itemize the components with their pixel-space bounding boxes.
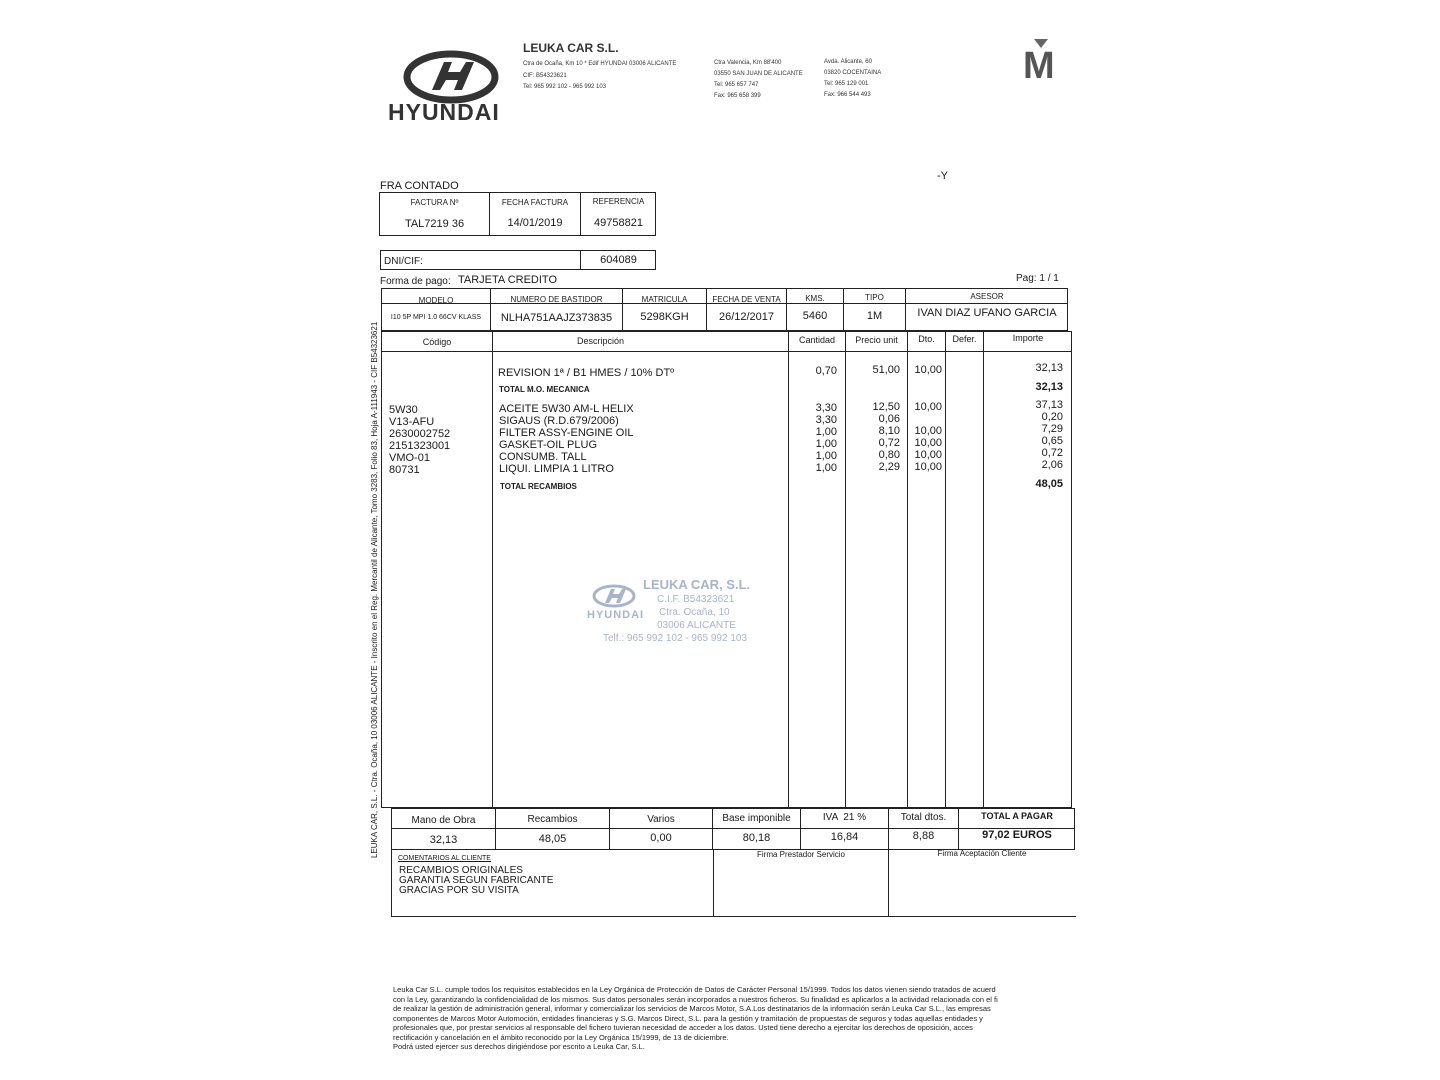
labor-desc: REVISION 1ª / B1 HMES / 10% DTº [498,367,675,379]
doc-type: FRA CONTADO [380,180,459,192]
total-label-dtos: Total dtos. [900,812,947,823]
signature-client: Firma Aceptación Cliente [937,849,1027,858]
part-qty: 3,30 [815,402,837,414]
legal-line: profesionales que, por prestar servicios al responsable del fichero tuvieran necesidad de acceder a los datos. Usted tiene derecho a ejercitar los derechos de oposición, acces [393,1023,973,1032]
legal-line: rectificación y cancelación en el ámbito reconocido por la Ley Orgánica 15/1999, de 13 de diciembre. [393,1032,729,1042]
part-desc: SIGAUS (R.D.679/2006) [499,415,619,427]
part-price: 8,10 [878,425,900,437]
divider [888,850,889,917]
page-number: Pag: 1 / 1 [1016,273,1059,284]
parts-total-label: TOTAL RECAMBIOS [500,482,577,491]
hyundai-wordmark: HYUNDAI [388,99,500,125]
part-code: 5W30 [389,404,418,416]
comment-line: RECAMBIOS ORIGINALES [399,865,523,876]
legal-line: con la Ley, garantizando la confidencialidad de los mismos. Sus datos personales serán incorporados a nuestros ficheros. Su finalidad es aplicarlos a la actividad relacionada con el fi [393,994,998,1004]
part-price: 2,29 [878,461,900,473]
reference-label: REFERENCIA [592,197,645,206]
part-desc: LIQUI. LIMPIA 1 LITRO [499,463,614,475]
stamp-emblem-icon [590,583,638,609]
labor-amount: 32,13 [1035,362,1063,374]
col-defer: Defer. [952,334,977,344]
branch-line: 03820 COCENTAINA [824,70,882,76]
stamp-brand: HYUNDAI [587,609,645,621]
col-importe: Importe [1012,333,1044,343]
vehicle-label-fecha: FECHA DE VENTA [712,295,781,304]
total-recambios: 48,05 [538,833,567,845]
total-dtos: 8,88 [912,830,935,842]
total-label-iva: IVA 21 % [822,812,867,823]
stamp-tel: Telf.: 965 992 102 - 965 992 103 [603,633,748,644]
company-address: Ctra de Ocaña, Km 10 * Edif HYUNDAI 03006 ALICANTE [523,61,677,67]
total-mano-obra: 32,13 [429,834,458,846]
payment-method: TARJETA CREDITO [458,274,558,286]
branch-line: 03550 SAN JUAN DE ALICANTE [714,71,803,77]
total-base: 80,18 [742,832,771,844]
total-varios: 0,00 [650,832,672,844]
branch-line: Ctra Valencia, Km 88'400 [714,60,782,66]
legal-notice [393,985,1079,1052]
labor-price: 51,00 [872,364,900,376]
invoice-date-label: FECHA FACTURA [501,198,569,207]
labor-total-value: 32,13 [1035,381,1063,393]
invoice-date: 14/01/2019 [507,217,563,229]
total-to-pay: 97,02 EUROS [982,829,1052,841]
page-mark: -Y [937,170,948,182]
company-cif: CIF: B54323621 [523,73,567,79]
part-price: 0,06 [878,413,900,425]
legal-line: Leuka Car S.L. cumple todos los requisitos establecidos en la Ley Orgánica de Protección de Datos de Carácter Personal 15/1999. Todos los datos vienen siendo tratados de acuerd [393,985,996,994]
part-qty: 1,00 [815,450,837,462]
col-dto: Dto. [918,334,935,344]
stamp-cif: C.I.F. B54323621 [657,594,735,605]
branch-line: Fax: 965 658 399 [714,93,761,99]
branch-cocentaina [824,57,881,101]
branch-line: Avda. Alicante, 60 [824,59,872,65]
vehicle-label-kms: KMS. [805,294,825,303]
part-dto: 10,00 [914,461,942,473]
marcos-logo [1022,38,1062,88]
divider [713,850,714,917]
vehicle-plate: 5298KGH [640,311,689,323]
registry-note: LEUKA CAR, S.L. - Ctra. Ocaña, 10 03006 ALICANTE - Inscrito en el Reg. Mercantil de Alicante, Tomo 3283, Folio 83, Hoja A-111943 - CIF B54323621 [370,321,379,858]
dni-label: DNI/CIF: [384,256,423,267]
invoice-number-label: FACTURA Nº [410,198,459,207]
part-amount: 2,06 [1041,459,1063,471]
divider [945,331,946,808]
part-dto: 10,00 [914,401,942,413]
branch-san-juan [714,58,803,102]
part-qty: 3,30 [815,414,837,426]
stamp-city: 03006 ALICANTE [657,620,736,631]
comments-label: COMENTARIOS AL CLIENTE [398,855,491,862]
vehicle-kms: 5460 [802,310,828,322]
part-price: 0,80 [878,449,900,461]
col-cantidad: Cantidad [798,335,836,345]
part-code: 80731 [389,464,420,476]
part-amount: 37,13 [1035,399,1063,411]
company-phone: Tel: 965 992 102 - 965 992 103 [523,84,607,90]
part-dto: 10,00 [914,437,942,449]
divider [492,331,493,808]
hyundai-logo [386,50,521,125]
comments [399,866,553,896]
legal-line: Podrá usted ejercer sus derechos dirigiéndose por escrito a Leuka Car, S.L. [393,1042,645,1051]
total-label-base: Base imponible [722,813,791,824]
part-price: 0,72 [878,437,900,449]
marcos-letter: M [1023,45,1055,87]
labor-qty: 0,70 [815,365,837,377]
part-code: VMO-01 [389,452,430,464]
col-precio: Precio unit [855,335,898,345]
part-qty: 1,00 [815,438,837,450]
invoice-number: TAL7219 36 [404,218,465,230]
vehicle-label-modelo: MODELO [418,296,454,305]
part-price: 12,50 [872,401,900,413]
vehicle-label-matricula: MATRICULA [641,295,688,304]
part-amount: 0,72 [1041,447,1063,459]
vehicle-type: 1M [866,310,883,322]
vehicle-model: I10 5P MPI 1.0 66CV KLASS [390,314,482,321]
comment-line: GRACIAS POR SU VISITA [399,885,519,896]
parts-total-value: 48,05 [1035,478,1063,490]
total-label-mano-obra: Mano de Obra [411,815,476,826]
part-desc: FILTER ASSY-ENGINE OIL [499,427,634,439]
total-iva: 16,84 [830,831,859,843]
part-qty: 1,00 [815,462,837,474]
part-amount: 0,20 [1041,411,1063,423]
part-dto: 10,00 [914,425,942,437]
part-code: V13-AFU [389,416,435,428]
company-stamp [585,573,785,653]
part-dto: 10,00 [914,449,942,461]
branch-line: Tel: 965 657 747 [714,82,759,88]
total-label-recambios: Recambios [527,814,578,825]
divider [381,351,1072,352]
part-amount: 0,65 [1041,435,1063,447]
divider [788,331,789,808]
branch-line: Fax: 966 544 493 [824,92,871,98]
part-amount: 7,29 [1041,423,1063,435]
vehicle-vin: NLHA751AAJZ373835 [500,312,613,324]
payment-label: Forma de pago: [380,276,451,287]
col-descripcion: Descripción [576,336,625,346]
signature-provider: Firma Prestador Servicio [756,850,846,859]
col-codigo: Código [422,337,452,347]
branch-line: Tel: 965 129 001 [824,81,869,87]
dni-value: 604089 [600,254,637,266]
total-label-varios: Varios [647,814,675,825]
labor-total-label: TOTAL M.O. MECANICA [499,385,590,394]
part-qty: 1,00 [815,426,837,438]
company-name: LEUKA CAR S.L. [523,41,619,55]
part-desc: ACEITE 5W30 AM-L HELIX [499,403,634,415]
reference: 49758821 [594,217,643,229]
vehicle-sale-date: 26/12/2017 [718,311,775,323]
items-table [381,331,1072,808]
legal-line: de realizar la gestión de administración general, informar y comercializar los servicios de Marcos Motor, S.A.Los destinatarios de la información serán Leuka Car S.L., las empresas [393,1004,991,1013]
part-desc: GASKET-OIL PLUG [499,439,598,451]
comment-line: GARANTIA SEGUN FABRICANTE [399,875,554,886]
labor-dto: 10,00 [914,364,942,376]
total-label-pagar: TOTAL A PAGAR [981,811,1053,821]
stamp-name: LEUKA CAR, S.L. [643,577,751,592]
stamp-street: Ctra. Ocaña, 10 [659,607,730,618]
part-desc: CONSUMB. TALL [499,451,587,463]
vehicle-advisor: IVAN DIAZ UFANO GARCIA [917,307,1057,319]
part-code: 2630002752 [389,428,451,440]
vehicle-label-bastidor: NUMERO DE BASTIDOR [510,295,603,304]
vehicle-label-tipo: TIPO [865,293,884,302]
legal-line: componentes de Marcos Motor Automoción, entidades financieras y S.G. Marcos Direct, S.L. para la gestión y tramitación de propuestas de seguros y todas aquellas entidades y [393,1013,983,1023]
vehicle-label-asesor: ASESOR [970,292,1004,301]
hyundai-emblem-icon [386,50,521,105]
part-code: 2151323001 [389,440,451,452]
